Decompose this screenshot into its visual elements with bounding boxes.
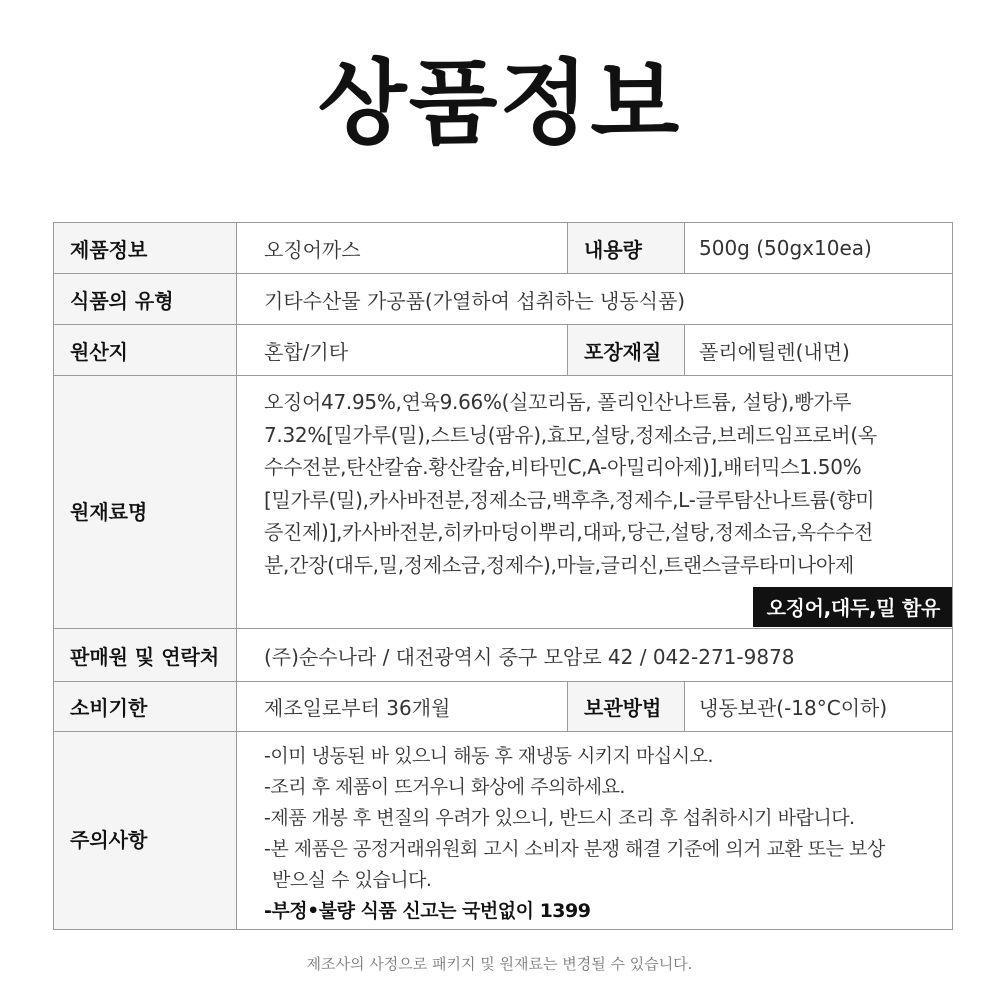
row-seller (54, 629, 953, 682)
origin-label: 원산지 (54, 325, 237, 376)
origin-value: 혼합/기타 (237, 325, 568, 376)
row-ingredients (54, 376, 953, 629)
food-type-value: 기타수산물 가공품(가열하여 섭취하는 냉동식품) (237, 274, 953, 325)
product-info-label: 제품정보 (54, 223, 237, 274)
page-title: 상품정보 (317, 50, 682, 157)
expiry-label: 소비기한 (54, 682, 237, 732)
packaging-label: 포장재질 (568, 325, 685, 376)
ingredients-line: 증진제)],카사바전분,히카마덩이뿌리,대파,당근,설탕,정제소금,옥수수전 (264, 520, 873, 544)
storage-value: 냉동보관(-18°C이하) (685, 682, 953, 732)
ingredients-label: 원재료명 (54, 376, 237, 629)
row-product-info (54, 223, 953, 274)
allergy-badge: 오징어,대두,밀 함유 (753, 587, 952, 627)
row-origin (54, 325, 953, 376)
caution-label: 주의사항 (54, 732, 237, 930)
row-expiry (54, 682, 953, 732)
ingredients-line: 수수전분,탄산칼슘.황산칼슘,비타민C,A-아밀리아제)],배터믹스1.50% (264, 455, 862, 479)
ingredients-line: 오징어47.95%,연육9.66%(실꼬리돔, 폴리인산나트륨, 설탕),빵가루 (264, 390, 852, 414)
caution-text (264, 741, 952, 927)
content-label: 내용량 (568, 223, 685, 274)
row-food-type (54, 274, 953, 325)
ingredients-text (264, 386, 952, 581)
caution-cell (237, 732, 953, 930)
caution-line: 받으실 수 있습니다. (272, 868, 432, 891)
content-value: 500g (50gx10ea) (685, 223, 953, 274)
product-info-value: 오징어까스 (237, 223, 568, 274)
packaging-value: 폴리에틸렌(내면) (685, 325, 953, 376)
row-caution (54, 732, 953, 930)
food-type-label: 식품의 유형 (54, 274, 237, 325)
ingredients-cell (237, 376, 953, 629)
ingredients-line: 분,간장(대두,밀,정제소금,정제수),마늘,글리신,트랜스글루타미나아제 (264, 552, 854, 577)
footer-note: 제조사의 사정으로 패키지 및 원재료는 변경될 수 있습니다. (306, 955, 693, 973)
caution-line: -본 제품은 공정거래위원회 고시 소비자 분쟁 해결 기준에 의거 교환 또는 보상 (264, 837, 885, 860)
caution-report-line: -부정•불량 식품 신고는 국번없이 1399 (264, 899, 591, 922)
ingredients-line: [밀가루(밀),카사바전분,정제소금,백후추,정제수,L-글루탐산나트륨(향미 (264, 487, 875, 512)
caution-line: -조리 후 제품이 뜨거우니 화상에 주의하세요. (264, 775, 625, 798)
caution-line: -이미 냉동된 바 있으니 해동 후 재냉동 시키지 마십시오. (264, 744, 714, 767)
product-info-table (53, 222, 953, 930)
seller-label: 판매원 및 연락처 (54, 629, 237, 682)
seller-value: (주)순수나라 / 대전광역시 중구 모암로 42 / 042-271-9878 (237, 629, 953, 682)
storage-label: 보관방법 (568, 682, 685, 732)
caution-line: -제품 개봉 후 변질의 우려가 있으니, 반드시 조리 후 섭취하시기 바랍니다. (264, 806, 855, 829)
expiry-value: 제조일로부터 36개월 (237, 682, 568, 732)
ingredients-line: 7.32%[밀가루(밀),스트닝(팜유),효모,설탕,정제소금,브레드임프로버(옥 (264, 422, 877, 447)
